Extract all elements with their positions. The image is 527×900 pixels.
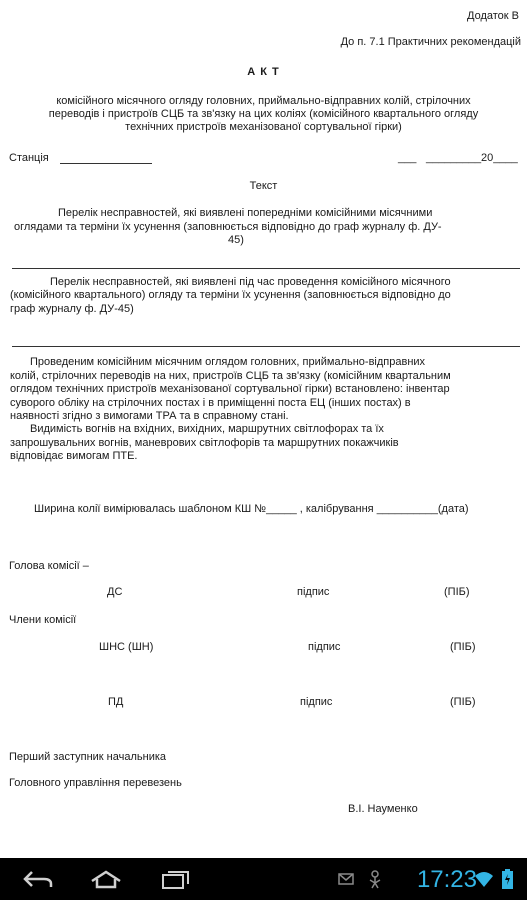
date-year-field: _________20____ bbox=[426, 152, 518, 164]
section1-line-2: оглядами та терміни їх усунення (заповнюється відповідно до граф журналу ф. ДУ- bbox=[14, 221, 442, 233]
document-title: А К Т bbox=[247, 66, 280, 78]
subtitle-line-2: переводів і пристроїв СЦБ та зв'язку на цих коліях (комісійного квартального огляду bbox=[48, 108, 479, 120]
appendix-label: Додаток В bbox=[467, 10, 519, 22]
subtitle-line-1: комісійного місячного огляду головних, приймально-відправних колій, стрілочних bbox=[56, 95, 471, 107]
recent-apps-icon[interactable] bbox=[156, 864, 196, 894]
date-day-field: ___ bbox=[398, 152, 417, 164]
sig-name-ds: (ПІБ) bbox=[444, 586, 470, 598]
paragraph1-line-1: Проведеним комісійним місячним оглядом головних, приймально-відправних bbox=[30, 356, 426, 368]
paragraph1-line-2: колій, стрілочних переводів на них, пристроїв СЦБ та зв'язку (комісійним квартальним bbox=[10, 370, 451, 382]
section1-line-1: Перелік несправностей, які виявлені попередніми комісійними місячними bbox=[58, 207, 433, 219]
station-field-line bbox=[60, 163, 152, 164]
section2-line-2: (комісійного квартального) огляду та терміни їх усунення (заповнюється відповідно до bbox=[10, 289, 451, 301]
gauge-measurement-line: Ширина колії вимірювалась шаблоном КШ №_____ , калібрування __________(дата) bbox=[34, 503, 469, 515]
paragraph2-line-2: запрошувальних вогнів, маневрових світлофорів та маршрутних покажчиків bbox=[10, 437, 399, 449]
sig-name-pd: (ПІБ) bbox=[450, 696, 476, 708]
text-heading: Текст bbox=[249, 180, 278, 192]
gmail-icon bbox=[337, 868, 355, 890]
back-icon[interactable] bbox=[18, 864, 58, 894]
chair-label: Голова комісії – bbox=[9, 560, 89, 572]
paragraph2-line-3: відповідає вимогам ПТЕ. bbox=[10, 450, 138, 462]
section1-rule bbox=[12, 268, 520, 269]
sig-role-shns: ШНС (ШН) bbox=[99, 641, 154, 653]
paragraph2-line-1: Видимість вогнів на вхідних, вихідних, маршрутних світлофорах та їх bbox=[30, 423, 384, 435]
wifi-icon bbox=[474, 868, 494, 890]
station-label: Станція bbox=[9, 152, 49, 164]
system-navigation-bar bbox=[0, 858, 527, 900]
sig-name-shns: (ПІБ) bbox=[450, 641, 476, 653]
sig-role-pd: ПД bbox=[108, 696, 124, 708]
sig-sign-shns: підпис bbox=[308, 641, 341, 653]
subtitle-line-3: технічних пристроїв механізованої сортувальної гірки) bbox=[125, 121, 402, 133]
paragraph1-line-5: наявності згідно з вимогами ТРА та в справному стані. bbox=[10, 410, 289, 422]
sig-sign-pd: підпис bbox=[300, 696, 333, 708]
section2-line-1: Перелік несправностей, які виявлені під час проведення комісійного місячного bbox=[50, 276, 451, 288]
status-clock: 17:23 bbox=[416, 866, 477, 893]
footer-line-2: Головного управління перевезень bbox=[9, 777, 182, 789]
members-label: Члени комісії bbox=[9, 614, 77, 626]
reference-label: До п. 7.1 Практичних рекомендацій bbox=[340, 36, 521, 48]
paragraph1-line-4: суворого обліку на стрілочних постах і в приміщенні поста ЕЦ (інших постах) в bbox=[10, 397, 411, 409]
paragraph1-line-3: оглядом технічних пристроїв механізованої сортувальної гірки) встановлено: інвентар bbox=[10, 383, 450, 395]
sig-role-ds: ДС bbox=[107, 586, 123, 598]
footer-signer: В.І. Науменко bbox=[348, 803, 418, 815]
section2-line-3: граф журналу ф. ДУ-45) bbox=[10, 303, 134, 315]
home-icon[interactable] bbox=[86, 864, 126, 894]
battery-icon bbox=[500, 868, 514, 890]
footer-line-1: Перший заступник начальника bbox=[9, 751, 167, 763]
usb-debug-icon bbox=[365, 868, 385, 890]
sig-sign-ds: підпис bbox=[297, 586, 330, 598]
section2-rule bbox=[12, 346, 520, 347]
section1-line-3: 45) bbox=[228, 234, 244, 246]
